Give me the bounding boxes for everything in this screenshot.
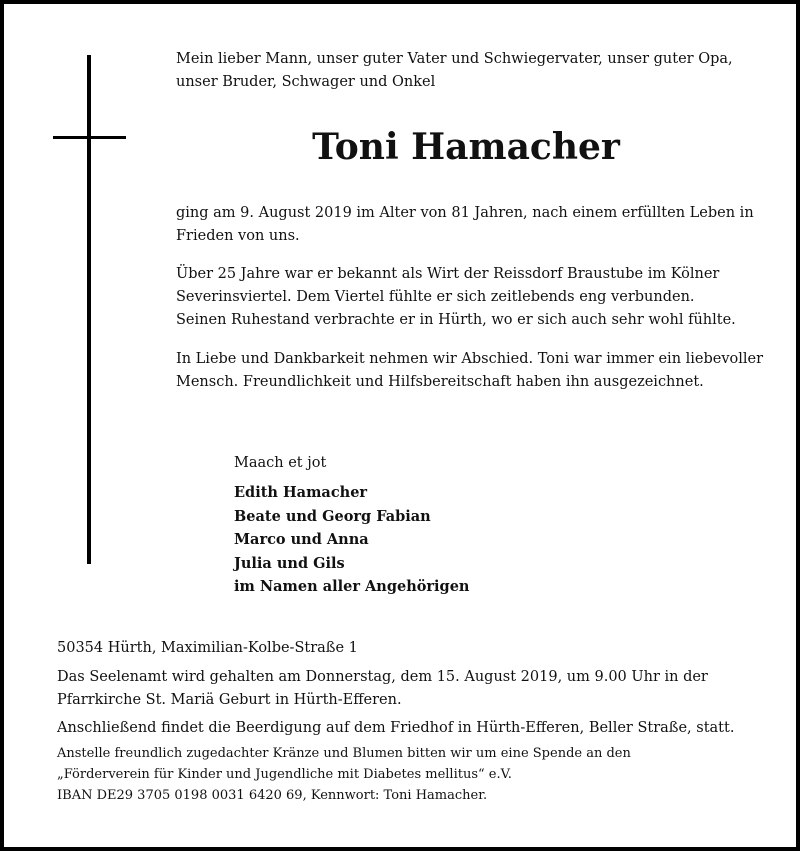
donation-info: [57, 743, 777, 806]
paragraph-farewell: In Liebe und Dankbarkeit nehmen wir Abschied. Toni war immer ein liebevoller Mensch. Freundlichkeit und Hilfsbereitschaft haben ihn ausgezeichnet.: [176, 351, 764, 390]
signoff-text: Maach et jot: [234, 455, 327, 471]
paragraph-death: ging am 9. August 2019 im Alter von 81 Jahren, nach einem erfüllten Leben in Frieden von uns.: [176, 205, 754, 244]
signer-name: im Namen aller Angehörigen: [234, 578, 470, 595]
cross-horizontal-bar: [53, 136, 126, 139]
burial-info: Anschließend findet die Beerdigung auf dem Friedhof in Hürth-Efferen, Beller Straße, statt.: [57, 720, 735, 736]
donation-line: Anstelle freundlich zugedachter Kränze und Blumen bitten wir um eine Spende an den: [57, 746, 631, 761]
signer-name: Marco und Anna: [234, 531, 369, 548]
signer-name: Julia und Gils: [234, 554, 345, 572]
biography-line: Seinen Ruhestand verbrachte er in Hürth, wo er sich auch sehr wohl fühlte.: [176, 312, 736, 328]
biography-line: Severinsviertel. Dem Viertel fühlte er sich zeitlebends eng verbunden.: [176, 289, 695, 305]
signers-list: [234, 481, 469, 599]
donation-line: IBAN DE29 3705 0198 0031 6420 69, Kennwort: Toni Hamacher.: [57, 788, 488, 803]
intro-text: Mein lieber Mann, unser guter Vater und Schwiegervater, unser guter Opa, unser Bruder, Schwager und Onkel: [176, 51, 733, 90]
mass-info: Das Seelenamt wird gehalten am Donnerstag, dem 15. August 2019, um 9.00 Uhr in der Pfarrkirche St. Mariä Geburt in Hürth-Efferen.: [57, 669, 708, 708]
address-text: 50354 Hürth, Maximilian-Kolbe-Straße 1: [57, 640, 358, 656]
paragraph-biography: [176, 263, 766, 332]
deceased-name: Toni Hamacher: [312, 126, 620, 168]
signer-name: Edith Hamacher: [234, 484, 368, 501]
cross-vertical-bar: [87, 55, 91, 564]
donation-line: „Förderverein für Kinder und Jugendliche mit Diabetes mellitus“ e.V.: [57, 767, 512, 782]
signer-name: Beate und Georg Fabian: [234, 507, 431, 525]
biography-line: Über 25 Jahre war er bekannt als Wirt der Reissdorf Braustube im Kölner: [176, 266, 720, 282]
